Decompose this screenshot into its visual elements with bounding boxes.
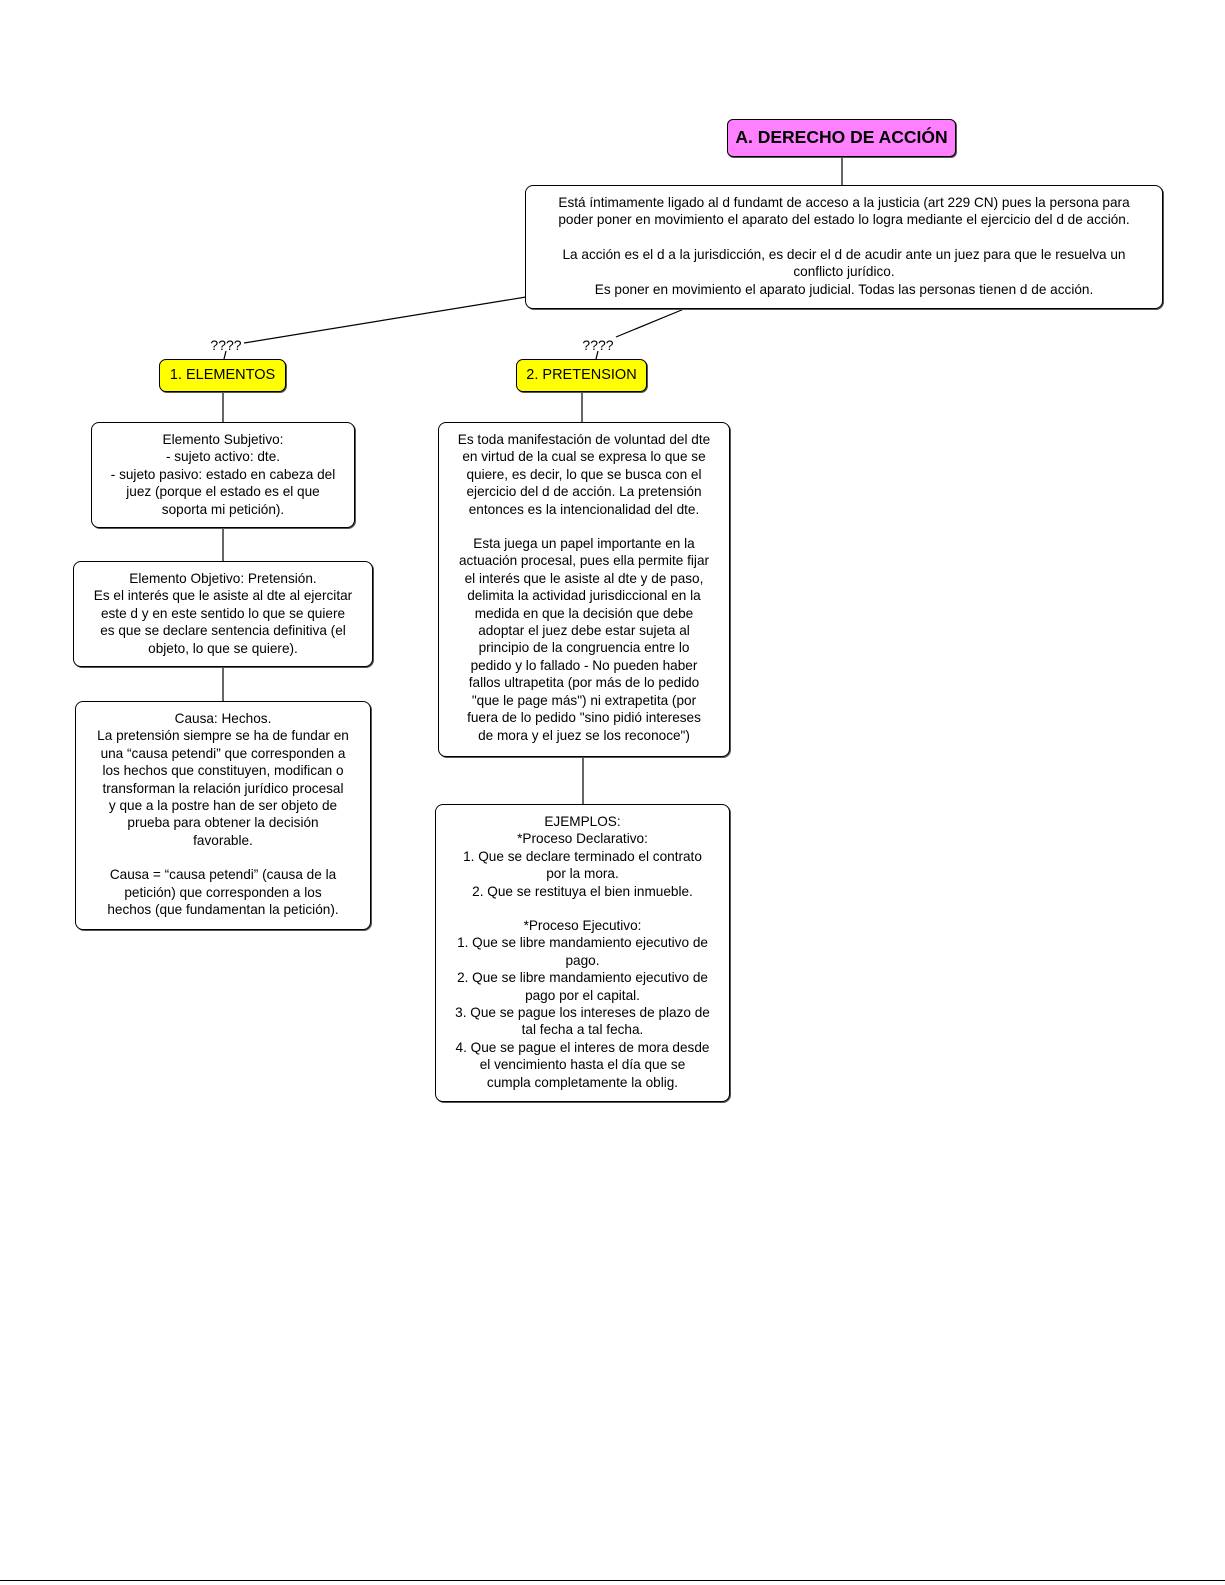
pretension-description-paragraph-2: Esta juega un papel importante en la actuación procesal, pues ella permite fijar el interés que le asiste al dte y de paso, delimita la actividad jurisdiccional en la medida en que la decisión que debe adoptar el juez debe estar sujeta al principio de la congruencia entre lo pedido y lo fallado - No pueden haber fallos ultrapetita (por más de lo pedido "que le page más") ni extrapetita (por fuera de lo pedido "sino pidió intereses de mora y el juez se los reconoce") [458, 536, 710, 743]
root-title [727, 119, 956, 157]
ejemplos-paragraph-2: *Proceso Ejecutivo: 1. Que se libre mandamiento ejecutivo de pago. 2. Que se libre mandamiento ejecutivo de pago por el capital. 3. Que se pague los intereses de plazo de tal fecha a tal fecha. 4. Que se pague el interes de mora desde el vencimiento hasta el día que se cumpla completamente la oblig. [455, 918, 710, 1090]
category-elementos-text: 1. ELEMENTOS [169, 366, 276, 383]
ejemplos-box [435, 804, 730, 1102]
pretension-description-box [438, 422, 730, 757]
category-pretension-text: 2. PRETENSION [526, 366, 637, 383]
pretension-description-paragraph-1: Es toda manifestación de voluntad del dte en virtud de la cual se expresa lo que se quiere, es decir, lo que se busca con el ejercicio del d de acción. La pretensión entonces es la intencionalidad del dte. [457, 432, 711, 517]
category-elementos [159, 359, 286, 392]
elemento-objetivo-text: Elemento Objetivo: Pretensión. Es el interés que le asiste al dte al ejercitar este d y en este sentido lo que se quiere es que se declare sentencia definitiva (el objeto, lo que se quiere). [93, 571, 353, 656]
connector-definition-right [616, 309, 684, 337]
elemento-subjetivo-box [91, 422, 355, 528]
page-bottom-rule [0, 1580, 1225, 1581]
definition-paragraph-1: Está íntimamente ligado al d fundamt de acceso a la justicia (art 229 CN) pues la persona para poder poner en movimiento el aparato del estado lo logra mediante el ejercicio del d de acción. [558, 195, 1130, 228]
ejemplos-paragraph-1: EJEMPLOS: *Proceso Declarativo: 1. Que se declare terminado el contrato por la mora. 2. Que se restituya el bien inmueble. [463, 814, 702, 899]
causa-paragraph-1: Causa: Hechos. La pretensión siempre se ha de fundar en una “causa petendi” que corresponden a los hechos que constituyen, modifican o transforman la relación jurídico procesal y que a la postre han de ser objeto de prueba para obtener la decisión favorable. [97, 711, 349, 848]
causa-paragraph-2: Causa = “causa petendi” (causa de la petición) que corresponden a los hechos (que fundamentan la petición). [107, 867, 339, 918]
definition-box [525, 185, 1163, 309]
connector-definition-left [244, 297, 526, 343]
link-label-right: ???? [582, 337, 614, 353]
link-label-left: ???? [210, 337, 242, 353]
category-pretension [516, 359, 647, 392]
elemento-objetivo-box [73, 561, 373, 667]
elemento-subjetivo-text: Elemento Subjetivo: - sujeto activo: dte. - sujeto pasivo: estado en cabeza del juez (porque el estado es el que soporta mi petición). [110, 432, 336, 517]
root-title-text: A. DERECHO DE ACCIÓN [735, 127, 948, 148]
causa-box [75, 701, 371, 930]
definition-paragraph-2: La acción es el d a la jurisdicción, es decir el d de acudir ante un juez para que le resuelva un conflicto jurídico. Es poner en movimiento el aparato judicial. Todas las personas tienen d de acción. [562, 246, 1126, 297]
